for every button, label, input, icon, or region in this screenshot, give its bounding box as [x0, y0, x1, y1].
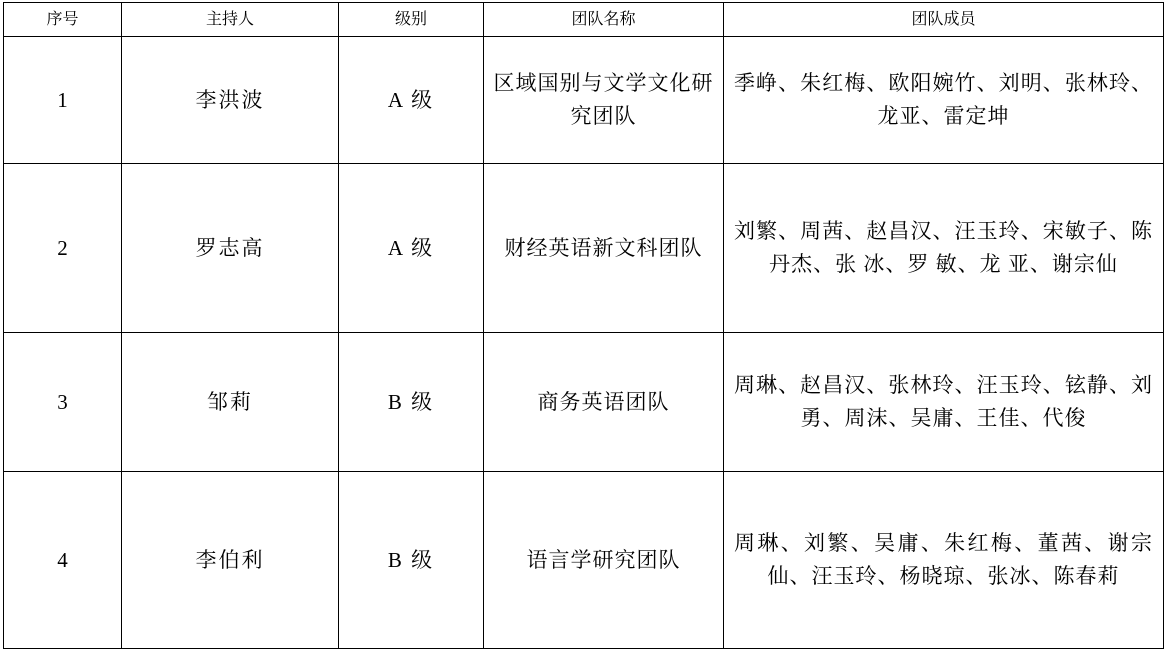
cell-level: B 级	[339, 472, 484, 649]
cell-team-members	[724, 333, 1164, 472]
team-name-text: 语言学研究团队	[526, 547, 681, 572]
cell-host: 罗志高	[122, 164, 339, 333]
team-list-table	[3, 2, 1164, 649]
cell-no: 1	[4, 37, 122, 164]
cell-level: B 级	[339, 333, 484, 472]
cell-team-name	[484, 164, 724, 333]
team-members-text: 刘繁、周茜、赵昌汉、汪玉玲、宋敏子、陈丹杰、张 冰、罗 敏、龙 亚、谢宗仙	[734, 219, 1153, 277]
column-header-level: 级别	[339, 3, 484, 37]
cell-no: 3	[4, 333, 122, 472]
table-row	[4, 333, 1164, 472]
team-members-text: 季峥、朱红梅、欧阳婉竹、刘明、张林玲、龙亚、雷定坤	[734, 71, 1153, 129]
column-header-team-name: 团队名称	[484, 3, 724, 37]
team-name-text: 区域国别与文学文化研究团队	[493, 71, 714, 129]
table-header-row	[4, 3, 1164, 37]
cell-no: 2	[4, 164, 122, 333]
cell-no: 4	[4, 472, 122, 649]
column-header-team-members: 团队成员	[724, 3, 1164, 37]
column-header-host: 主持人	[122, 3, 339, 37]
column-header-no: 序号	[4, 3, 122, 37]
team-members-text: 周琳、赵昌汉、张林玲、汪玉玲、铉静、刘勇、周沫、吴庸、王佳、代俊	[734, 373, 1153, 431]
cell-team-members	[724, 164, 1164, 333]
cell-team-members	[724, 472, 1164, 649]
cell-team-name	[484, 333, 724, 472]
table-row	[4, 164, 1164, 333]
cell-host: 李洪波	[122, 37, 339, 164]
team-members-text: 周琳、刘繁、吴庸、朱红梅、董茜、谢宗仙、汪玉玲、杨晓琼、张冰、陈春莉	[734, 531, 1153, 589]
team-name-text: 商务英语团队	[537, 389, 670, 414]
cell-team-name	[484, 37, 724, 164]
team-name-text: 财经英语新文科团队	[504, 235, 703, 260]
cell-host: 邹莉	[122, 333, 339, 472]
cell-team-name	[484, 472, 724, 649]
cell-level: A 级	[339, 164, 484, 333]
cell-level: A 级	[339, 37, 484, 164]
cell-team-members	[724, 37, 1164, 164]
cell-host: 李伯利	[122, 472, 339, 649]
table-row	[4, 37, 1164, 164]
table-row	[4, 472, 1164, 649]
